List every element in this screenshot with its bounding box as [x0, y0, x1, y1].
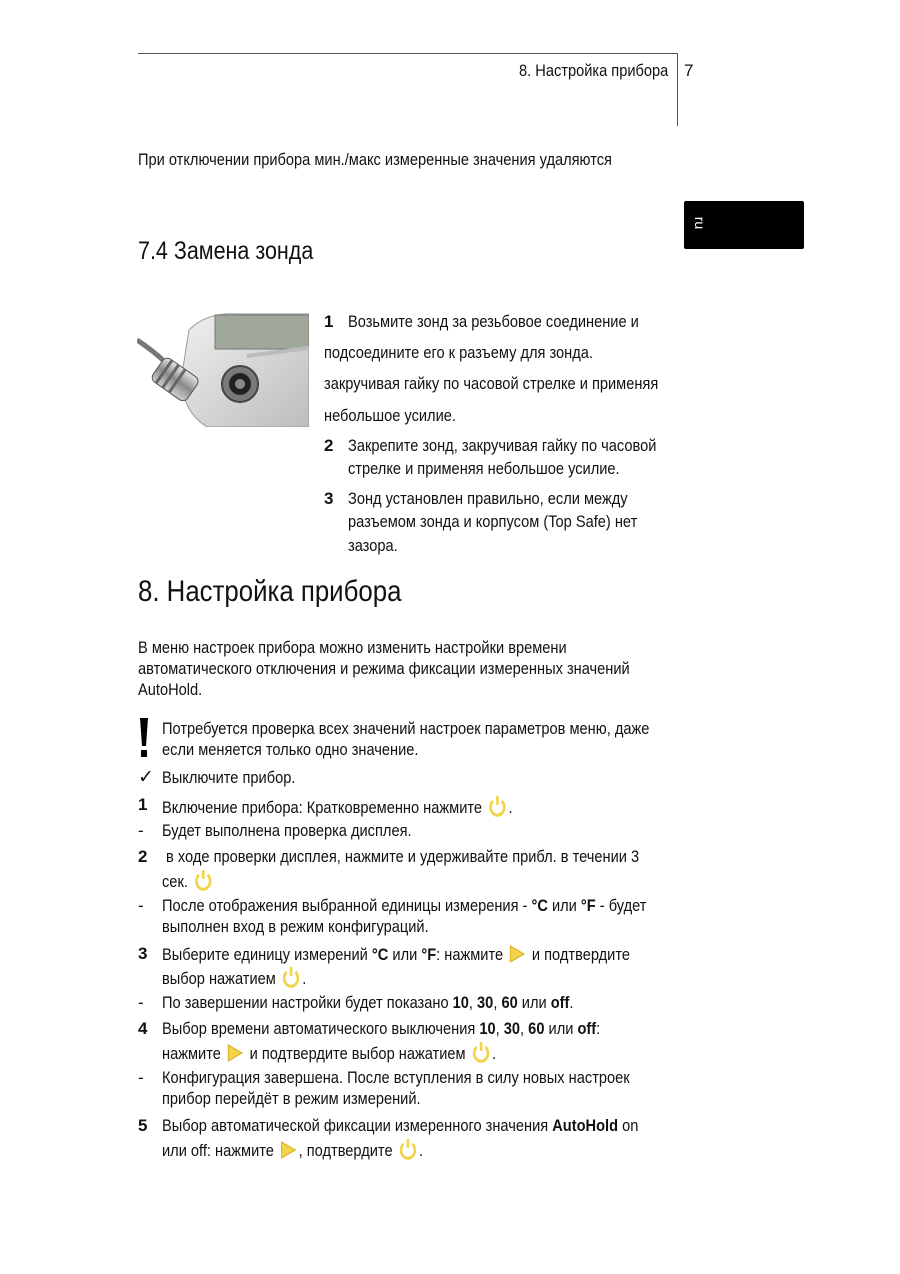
- item-3-text-e: .: [302, 969, 307, 988]
- step-number: 2: [324, 436, 334, 455]
- item-3-text-a: Выберите единицу измерений: [162, 945, 368, 964]
- intro-line-3: AutoHold.: [138, 680, 203, 699]
- dash-1-text: Будет выполнена проверка дисплея.: [162, 821, 412, 840]
- value-60: 60: [501, 993, 518, 1012]
- item-4-text-b: нажмите: [162, 1044, 221, 1063]
- item-3-text-d: выбор нажатием: [162, 969, 276, 988]
- item-1-text: [162, 795, 513, 822]
- power-button-icon: [471, 1041, 490, 1068]
- dash-2-line-1: [162, 896, 646, 916]
- item-5-text-b: или off: нажмите: [162, 1141, 274, 1160]
- item-5-on: on: [622, 1116, 639, 1135]
- dash-3-text: По завершении настройки будет показано 10, 30, 60 или off.: [162, 993, 574, 1012]
- dash-3-end: .: [569, 993, 574, 1012]
- dash-4-line-1: Конфигурация завершена. После вступления в силу новых настроек: [162, 1068, 630, 1087]
- value-30: 30: [503, 1019, 521, 1038]
- section-74-title: 7.4 Замена зонда: [138, 237, 314, 265]
- dash-mark: -: [138, 1068, 144, 1087]
- unit-celsius: °C: [371, 945, 389, 964]
- item-4-line-1: Выбор времени автоматического выключения 10, 30, 60 или off:: [162, 1019, 601, 1038]
- check-item-text: Выключите прибор.: [162, 768, 296, 787]
- intro-line-2: автоматического отключения и режима фиксации измеренных значений: [138, 659, 630, 678]
- unit-fahrenheit: °F: [580, 896, 596, 915]
- checkmark-icon: ✓: [138, 767, 154, 788]
- step-1-line-1: Возьмите зонд за резьбовое соединение и: [348, 312, 639, 331]
- step-1-line-3: закручивая гайку по часовой стрелке и применяя: [324, 374, 659, 393]
- value-off: off: [550, 993, 570, 1012]
- or-text: или: [551, 896, 577, 915]
- value-60: 60: [528, 1019, 545, 1038]
- item-4-text-a: Выбор времени автоматического выключения: [162, 1019, 476, 1038]
- power-button-icon: [282, 966, 301, 993]
- header-title: 8. Настройка прибора: [519, 61, 669, 80]
- item-3-text-c: и подтвердите: [531, 945, 630, 964]
- item-5-text-c: , подтвердите: [298, 1141, 393, 1160]
- warning-line-2: если меняется только одно значение.: [162, 740, 419, 759]
- header-rule: [138, 53, 678, 54]
- item-number: 5: [138, 1116, 148, 1135]
- item-3-line-2: [162, 966, 306, 993]
- page-number: 7: [684, 61, 694, 80]
- item-1-text-b: .: [508, 798, 513, 817]
- language-tab: [684, 201, 804, 249]
- warning-line-1: Потребуется проверка всех значений настроек параметров меню, даже: [162, 719, 650, 738]
- language-tab-label: ru: [692, 216, 709, 230]
- step-1-line-4: небольшое усилие.: [324, 406, 456, 425]
- section-8-title: 8. Настройка прибора: [138, 575, 402, 608]
- item-4-text-c: и подтвердите выбор нажатием: [249, 1044, 466, 1063]
- unit-celsius: °C: [531, 896, 548, 915]
- value-off: off: [577, 1019, 597, 1038]
- power-button-icon: [194, 869, 213, 896]
- dash-2-text-a: После отображения выбранной единицы измерения -: [162, 896, 528, 915]
- item-1-text-a: Включение прибора: Кратковременно нажмите: [162, 798, 483, 817]
- next-arrow-icon: [280, 1140, 297, 1165]
- item-number: 3: [138, 944, 148, 963]
- item-4-text-d: .: [492, 1044, 497, 1063]
- value-30: 30: [477, 993, 494, 1012]
- next-arrow-icon: [509, 944, 526, 969]
- step-3-line-3: зазора.: [348, 536, 398, 555]
- top-note: При отключении прибора мин./макс измеренные значения удаляются: [138, 150, 612, 169]
- step-2-line-1: Закрепите зонд, закручивая гайку по часовой: [348, 436, 657, 455]
- or-text: или: [392, 945, 418, 964]
- step-3-line-2: разъемом зонда и корпусом (Top Safe) нет: [348, 512, 638, 531]
- dash-mark: -: [138, 821, 144, 840]
- unit-fahrenheit: °F: [421, 945, 437, 964]
- dash-3-text-a: По завершении настройки будет показано: [162, 993, 449, 1012]
- step-1-line-2: подсоедините его к разъему для зонда.: [324, 343, 593, 362]
- item-5-line-1: [162, 1116, 638, 1136]
- power-button-icon: [398, 1138, 417, 1165]
- next-arrow-icon: [227, 1043, 244, 1068]
- item-5-text-a: Выбор автоматической фиксации измеренного значения: [162, 1116, 549, 1135]
- step-number: 1: [324, 312, 334, 331]
- item-2-text-b: сек.: [162, 872, 188, 891]
- item-number: 4: [138, 1019, 148, 1038]
- autohold-label: AutoHold: [552, 1116, 619, 1135]
- item-3-text-b: : нажмите: [436, 945, 504, 964]
- dash-mark: -: [138, 896, 144, 915]
- dash-mark: -: [138, 993, 144, 1012]
- item-2-line-2: [162, 869, 214, 896]
- power-button-icon: [488, 795, 507, 822]
- warning-icon: [138, 718, 150, 758]
- step-3-line-1: Зонд установлен правильно, если между: [348, 489, 628, 508]
- item-4-line-2: [162, 1041, 496, 1068]
- dash-2-line-2: выполнен вход в режим конфигураций.: [162, 917, 429, 936]
- step-2-line-2: стрелке и применяя небольшое усилие.: [348, 459, 620, 478]
- dash-4-line-2: прибор перейдёт в режим измерений.: [162, 1089, 421, 1108]
- dash-2-text-b: - будет: [599, 896, 647, 915]
- intro-line-1: В меню настроек прибора можно изменить настройки времени: [138, 638, 567, 657]
- header-divider: [677, 53, 678, 126]
- value-10: 10: [479, 1019, 496, 1038]
- item-number: 2: [138, 847, 148, 866]
- item-5-line-2: [162, 1138, 423, 1165]
- item-2-line-1: в ходе проверки дисплея, нажмите и удерживайте прибл. в течении 3: [162, 847, 640, 866]
- probe-connector-image: [137, 312, 309, 427]
- value-10: 10: [452, 993, 469, 1012]
- item-number: 1: [138, 795, 148, 814]
- step-number: 3: [324, 489, 334, 508]
- or-text: или: [548, 1019, 574, 1038]
- item-5-text-d: .: [419, 1141, 424, 1160]
- or-text: или: [521, 993, 547, 1012]
- item-4-colon: :: [596, 1019, 601, 1038]
